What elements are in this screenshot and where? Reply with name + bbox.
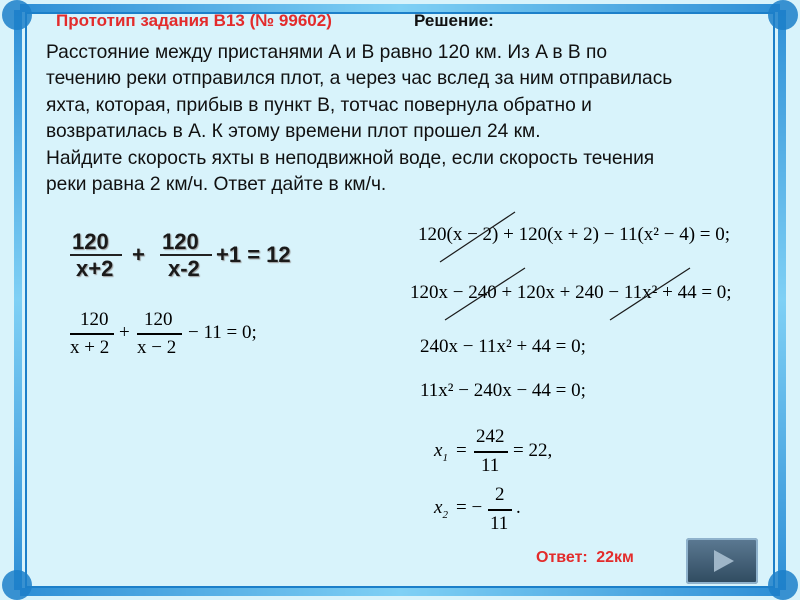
root-label [434,440,448,464]
problem-line: течению реки отправился плот, а через час вслед за ним отправилась [46,68,673,90]
problem-line: Расстояние между пристанями A и B равно 120 км. Из A в B по [46,42,608,63]
task-title: Прототип задания B13 (№ 99602) [56,11,332,30]
problem-line: возвратилась в A. К этому времени плот прошел 24 км. [46,121,541,143]
solution-step: 11x² − 240x − 44 = 0; [420,380,586,401]
root-label [434,497,448,521]
problem-line: яхта, которая, прибыв в пункт B, тотчас повернула обратно и [46,94,592,116]
root-end: . [516,497,521,518]
equals-sign: = − [456,497,483,518]
fraction-numerator: 242 [476,426,505,447]
fraction-bar [474,451,508,453]
equation-tail: +1 = 12 [216,242,291,267]
strike-line [445,268,525,320]
answer-value: 22км [596,549,634,566]
strike-line [610,268,690,320]
solution-step: 120x − 240 + 120x + 240 − 11x² + 44 = 0; [410,282,732,303]
problem-line: реки равна 2 км/ч. Ответ дайте в км/ч. [46,173,387,195]
fraction-numerator: 120 [72,229,109,254]
plus-sign: + [119,322,130,343]
fraction-numerator: 120 [80,309,109,330]
fraction-denominator: x-2 [168,256,200,281]
solution-step: 240x − 11x² + 44 = 0; [420,336,586,357]
fraction-denominator: 11 [481,455,500,476]
fraction-denominator: 11 [490,513,509,534]
answer-label: Ответ: [536,549,588,566]
solution-step: 120(x − 2) + 120(x + 2) − 11(x² − 4) = 0; [418,224,731,245]
plus-sign: + [132,242,145,267]
fraction-numerator: 120 [144,309,173,330]
next-slide-button[interactable] [686,538,758,584]
fraction-bar [488,509,512,511]
answer [536,549,634,567]
solution-label: Решение: [414,11,494,30]
strike-line [440,212,515,262]
fraction-denominator: x − 2 [137,337,177,358]
fraction-denominator: x + 2 [70,337,110,358]
root-variable: x [434,440,443,461]
fraction-denominator: x+2 [76,256,114,281]
fraction-numerator: 120 [162,229,199,254]
play-icon [686,538,758,584]
root-variable: x [434,497,443,518]
equals-sign: = [456,440,467,461]
equation-tail: − 11 = 0; [188,322,257,343]
root-subscript: 1 [442,451,448,464]
fraction-numerator: 2 [495,484,505,505]
root-subscript: 2 [442,508,448,521]
root-value: = 22, [513,440,553,461]
problem-line: Найдите скорость яхты в неподвижной воде, если скорость течения [46,147,655,169]
